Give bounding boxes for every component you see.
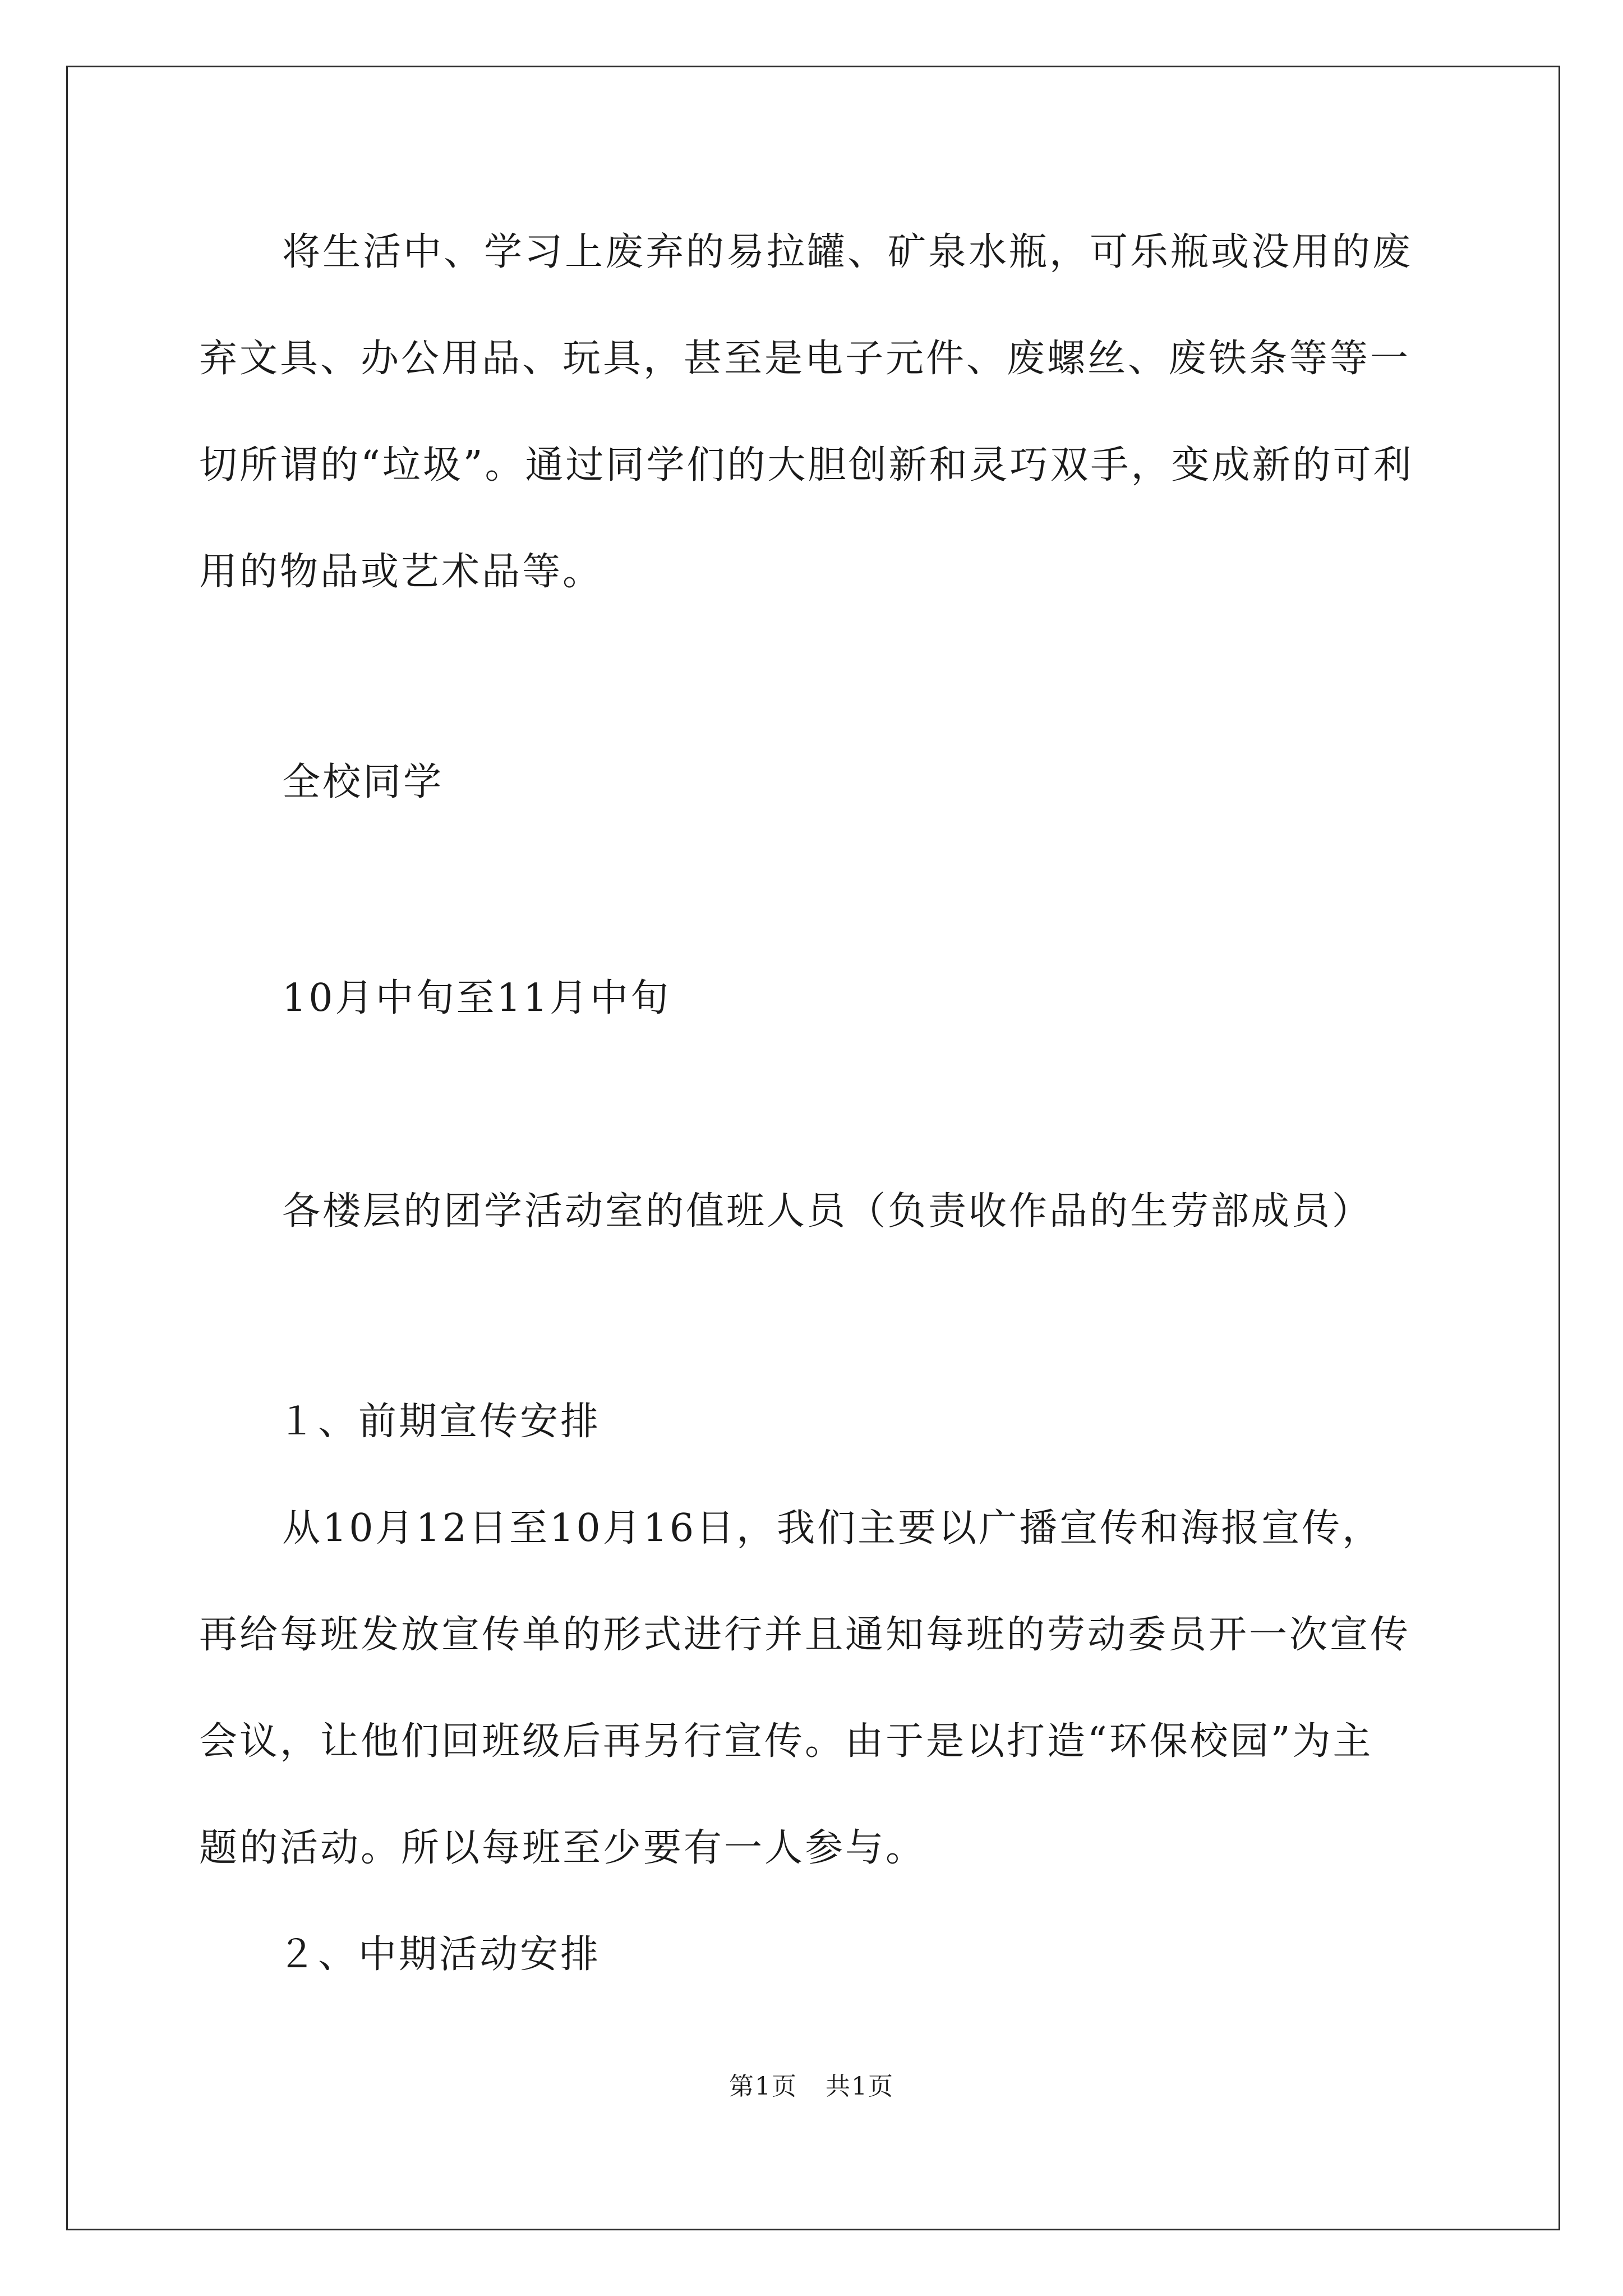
page-number-current: 第1页 (729, 2072, 797, 2101)
page-border (66, 66, 1560, 2230)
time-text: 10月中旬至11月中旬 (282, 976, 671, 1020)
participants-text: 全校同学 (282, 760, 444, 804)
paragraph-1-line-1: 将生活中、学习上废弃的易拉罐、矿泉水瓶，可乐瓶或没用的废 (282, 230, 1413, 274)
paragraph-1-line-2: 弃文具、办公用品、玩具，甚至是电子元件、废螺丝、废铁条等等一 (199, 337, 1411, 381)
section-1-line-1: 从10月12日至10月16日，我们主要以广播宣传和海报宣传， (282, 1506, 1383, 1550)
page-footer (0, 2070, 1623, 2104)
section-1-line-3: 会议，让他们回班级后再另行宣传。由于是以打造“环保校园”为主 (199, 1719, 1373, 1764)
paragraph-1-line-3: 切所谓的“垃圾”。通过同学们的大胆创新和灵巧双手，变成新的可利 (199, 443, 1414, 487)
paragraph-1-line-4: 用的物品或艺术品等。 (199, 550, 603, 594)
section-1-line-4: 题的活动。所以每班至少要有一人参与。 (199, 1826, 926, 1870)
section-1-title: １、前期宣传安排 (278, 1400, 601, 1444)
section-2-title: ２、中期活动安排 (278, 1932, 601, 1977)
section-1-line-2: 再给每班发放宣传单的形式进行并且通知每班的劳动委员开一次宣传 (199, 1613, 1411, 1657)
page-number-total: 共1页 (826, 2072, 894, 2101)
staff-text: 各楼层的团学活动室的值班人员（负责收作品的生劳部成员） (282, 1189, 1373, 1234)
